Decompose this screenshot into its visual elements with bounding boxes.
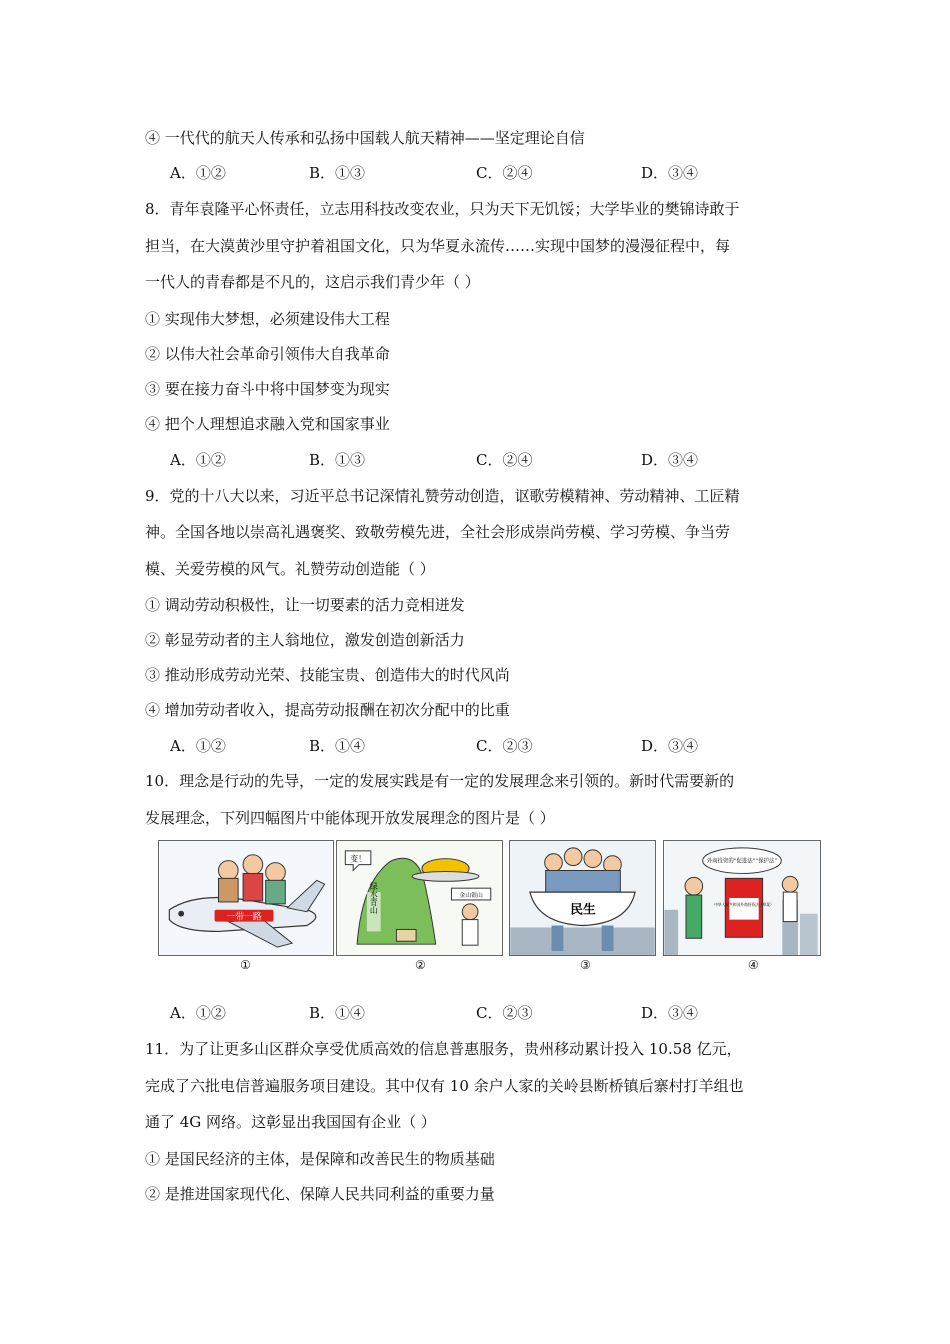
q8-stem-line-2: 担当，在大漠黄沙里守护着祖国文化，只为华夏永流传……实现中国梦的漫漫征程中，每 <box>145 237 731 255</box>
q10-picture-4 <box>663 840 821 956</box>
q9-item-3: ③ 推动形成劳动光荣、技能宝贵、创造伟大的时代风尚 <box>145 666 510 684</box>
q11-item-1: ① 是国民经济的主体，是保障和改善民生的物质基础 <box>145 1150 495 1168</box>
q10-picture-3-caption: ③ <box>580 958 591 972</box>
book-title: 中华人民共和国外商投资法（草案） <box>714 902 774 907</box>
q10-options <box>170 1003 730 1023</box>
q9-stem-line-2: 神。全国各地以崇高礼遇褒奖、致敬劳模先进，全社会形成崇尚劳模、学习劳模、争当劳 <box>145 523 731 541</box>
q9-options <box>170 736 730 756</box>
q10-picture-1 <box>158 840 334 956</box>
mountain-label: 绿水青山 <box>369 882 379 914</box>
q9-option-c[interactable]: C．②③ <box>476 737 533 755</box>
q9-stem-line-3: 模、关爱劳模的风气。礼赞劳动创造能（ ） <box>145 560 435 578</box>
q10-stem-line-1: 10．理念是行动的先导，一定的发展实践是有一定的发展理念来引领的。新时代需要新的 <box>145 772 735 790</box>
q10-picture-4-caption: ④ <box>748 958 759 972</box>
q9-option-a[interactable]: A．①② <box>170 737 226 755</box>
q10-picture-1-caption: ① <box>240 958 251 972</box>
q10-option-d[interactable]: D．③④ <box>641 1004 699 1022</box>
q11-item-2: ② 是推进国家现代化、保障人民共同利益的重要力量 <box>145 1185 495 1203</box>
q7-options <box>170 163 730 183</box>
people-bowl-cartoon <box>510 841 655 955</box>
q9-option-d[interactable]: D．③④ <box>641 737 699 755</box>
q10-option-c[interactable]: C．②③ <box>476 1004 533 1022</box>
q9-option-b[interactable]: B．①④ <box>309 737 366 755</box>
q9-stem-line-1: 9．党的十八大以来，习近平总书记深情礼赞劳动创造，讴歌劳模精神、劳动精神、工匠精 <box>145 487 740 505</box>
airplane-cartoon <box>159 841 333 955</box>
q7-option-b[interactable]: B．①③ <box>309 164 366 182</box>
q8-option-c[interactable]: C．②④ <box>476 451 533 469</box>
q8-option-a[interactable]: A．①② <box>170 451 226 469</box>
q8-stem-line-1: 8．青年袁隆平心怀责任，立志用科技改变农业，只为天下无饥馁；大学毕业的樊锦诗敢于 <box>145 200 740 218</box>
q10-picture-2-caption: ② <box>415 958 426 972</box>
q8-item-2: ② 以伟大社会革命引领伟大自我革命 <box>145 345 390 363</box>
q10-picture-3 <box>509 840 656 956</box>
q7-option-d[interactable]: D．③④ <box>641 164 699 182</box>
bowl-label: 民生 <box>570 902 596 918</box>
q8-stem-line-3: 一代人的青春都是不凡的，这启示我们青少年（ ） <box>145 273 480 291</box>
speech-bubble-text: 外商投资的“促进法”“保护法” <box>706 858 778 865</box>
airplane-label: 一带一路 <box>226 912 262 923</box>
q9-item-2: ② 彰显劳动者的主人翁地位，激发创造创新活力 <box>145 631 465 649</box>
q11-stem-line-2: 完成了六批电信普遍服务项目建设。其中仅有 10 余户人家的关岭县断桥镇后寨村打羊组也 <box>145 1077 744 1095</box>
q9-item-1: ① 调动劳动积极性，让一切要素的活力竞相迸发 <box>145 596 465 614</box>
q8-item-1: ① 实现伟大梦想，必须建设伟大工程 <box>145 310 390 328</box>
q10-option-b[interactable]: B．①④ <box>309 1004 366 1022</box>
q11-stem-line-3: 通了 4G 网络。这彰显出我国国有企业（ ） <box>145 1113 436 1131</box>
q7-option-c[interactable]: C．②④ <box>476 164 533 182</box>
q10-stem-line-2: 发展理念，下列四幅图片中能体现开放发展理念的图片是（ ） <box>145 809 555 827</box>
q8-option-b[interactable]: B．①③ <box>309 451 366 469</box>
q7-item-4: ④ 一代代的航天人传承和弘扬中国载人航天精神——坚定理论自信 <box>145 129 585 147</box>
q10-picture-2 <box>336 840 503 956</box>
q11-stem-line-1: 11．为了让更多山区群众享受优质高效的信息普惠服务，贵州移动累计投入 10.58 亿元， <box>145 1040 742 1058</box>
q8-option-d[interactable]: D．③④ <box>641 451 699 469</box>
green-mountain-cartoon <box>337 841 502 955</box>
speech-bubble-text: 变！ <box>350 854 366 864</box>
q7-option-a[interactable]: A．①② <box>170 164 226 182</box>
q8-item-3: ③ 要在接力奋斗中将中国梦变为现实 <box>145 380 390 398</box>
investment-law-cartoon <box>664 841 820 955</box>
q8-options <box>170 450 730 470</box>
q8-item-4: ④ 把个人理想追求融入党和国家事业 <box>145 415 390 433</box>
q9-item-4: ④ 增加劳动者收入，提高劳动报酬在初次分配中的比重 <box>145 701 510 719</box>
sign-text: 金山银山 <box>459 893 483 900</box>
q10-option-a[interactable]: A．①② <box>170 1004 226 1022</box>
